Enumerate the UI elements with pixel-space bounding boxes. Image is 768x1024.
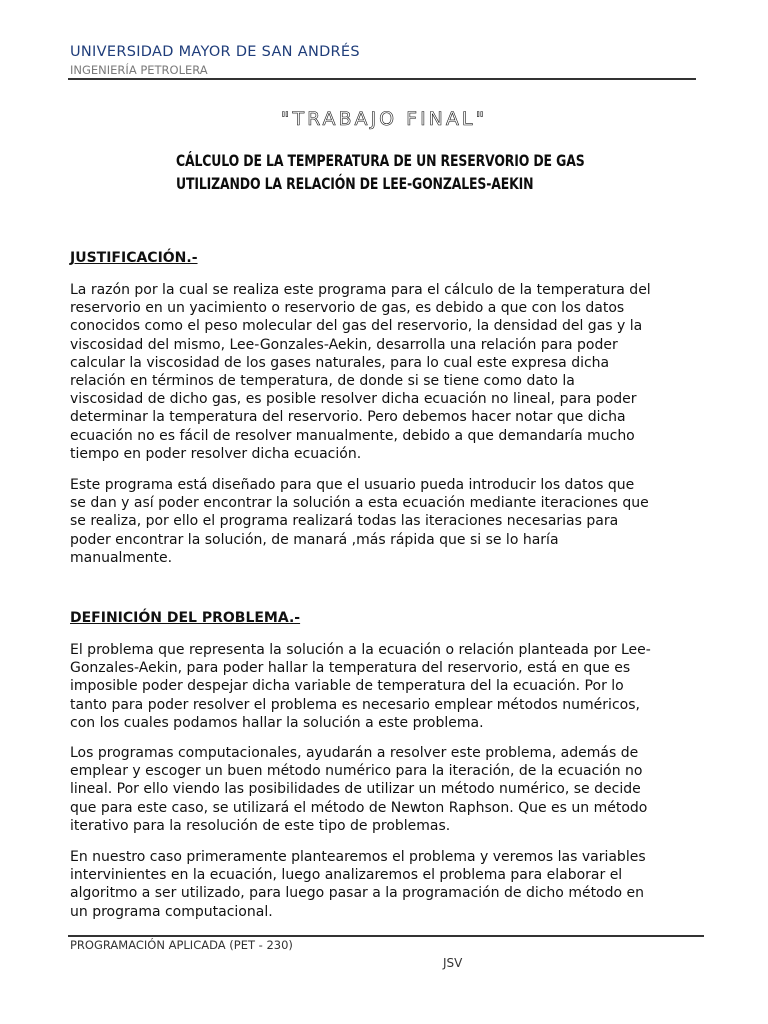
section-heading-justificacion: JUSTIFICACIÓN.-: [70, 250, 198, 266]
paragraph: [70, 848, 700, 921]
paragraph-line: Gonzales-Aekin, para poder hallar la temperatura del reservorio, está en que es: [70, 660, 631, 677]
paragraph-line: imposible poder despejar dicha variable de temperatura del la ecuación. Por lo: [70, 678, 624, 695]
paragraph-line: iterativo para la resolución de este tipo de problemas.: [70, 817, 451, 834]
paragraph: [70, 476, 700, 567]
paragraph-line: manualmente.: [70, 549, 173, 566]
document-subtitle: [176, 149, 585, 195]
paragraph-line: En nuestro caso primeramente plantearemos el problema y veremos las variables: [70, 849, 646, 865]
faculty-name: INGENIERÍA PETROLERA: [70, 63, 208, 77]
paragraph: [70, 641, 700, 732]
paragraph-line: tiempo en poder resolver dicha ecuación.: [70, 445, 362, 462]
paragraph-line: calcular la viscosidad de los gases naturales, para lo cual este expresa dicha: [70, 354, 610, 371]
paragraph-line: lineal. Por ello viendo las posibilidades de utilizar un método numérico, se decide: [70, 781, 641, 798]
paragraph-line: reservorio en un yacimiento o reservorio de gas, es debido a que con los datos: [70, 300, 625, 317]
university-name: UNIVERSIDAD MAYOR DE SAN ANDRÉS: [70, 44, 360, 60]
section-heading-definicion: DEFINICIÓN DEL PROBLEMA.-: [70, 610, 301, 626]
header-divider: [68, 78, 696, 80]
paragraph-line: conocidos como el peso molecular del gas del reservorio, la densidad del gas y la: [70, 318, 643, 335]
document-title: [0, 108, 768, 130]
paragraph-line: emplear y escoger un buen método numérico para la iteración, de la ecuación no: [70, 763, 643, 780]
paragraph-line: relación en términos de temperatura, de donde si se tiene como dato la: [70, 373, 575, 390]
paragraph-line: algoritmo a ser utilizado, para luego pasar a la programación de dicho método en: [70, 885, 645, 902]
paragraph-line: viscosidad de dicho gas, es posible resolver dicha ecuación no lineal, para poder: [70, 391, 637, 408]
paragraph-line: viscosidad del mismo, Lee-Gonzales-Aekin, desarrolla una relación para poder: [70, 336, 618, 353]
paragraph-line: El problema que representa la solución a la ecuación o relación planteada por Lee-: [70, 642, 651, 658]
paragraph-line: se dan y así poder encontrar la solución a esta ecuación mediante iteraciones que: [70, 495, 649, 512]
paragraph-line: que para este caso, se utilizará el método de Newton Raphson. Que es un método: [70, 799, 648, 816]
paragraph-line: poder encontrar la solución, de manará ,más rápida que si se lo haría: [70, 531, 559, 548]
footer-divider: [68, 935, 704, 937]
subtitle-line: UTILIZANDO LA RELACIÓN DE LEE-GONZALES-AEKIN: [176, 174, 534, 193]
paragraph-line: un programa computacional.: [70, 903, 273, 920]
paragraph-line: Los programas computacionales, ayudarán a resolver este problema, además de: [70, 745, 639, 761]
paragraph: [70, 744, 700, 835]
footer-course-name: PROGRAMACIÓN APLICADA (PET - 230): [70, 938, 293, 952]
paragraph-line: tanto para poder resolver el problema es necesario emplear métodos numéricos,: [70, 696, 640, 713]
paragraph-line: se realiza, por ello el programa realizará todas las iteraciones necesarias para: [70, 513, 619, 530]
paragraph-line: con los cuales podamos hallar la solución a este problema.: [70, 714, 484, 731]
paragraph-line: ecuación no es fácil de resolver manualmente, debido a que demandaría mucho: [70, 427, 635, 444]
footer-author-initials: JSV: [443, 956, 463, 970]
subtitle-line: CÁLCULO DE LA TEMPERATURA DE UN RESERVORIO DE GAS: [176, 151, 585, 170]
paragraph-line: intervinientes en la ecuación, luego analizaremos el problema para elaborar el: [70, 867, 623, 884]
document-title-text: "TRABAJO FINAL": [280, 108, 488, 130]
paragraph-line: Este programa está diseñado para que el usuario pueda introducir los datos que: [70, 477, 635, 493]
paragraph-line: La razón por la cual se realiza este programa para el cálculo de la temperatura del: [70, 282, 651, 298]
paragraph: [70, 281, 700, 463]
paragraph-line: determinar la temperatura del reservorio. Pero debemos hacer notar que dicha: [70, 409, 626, 426]
